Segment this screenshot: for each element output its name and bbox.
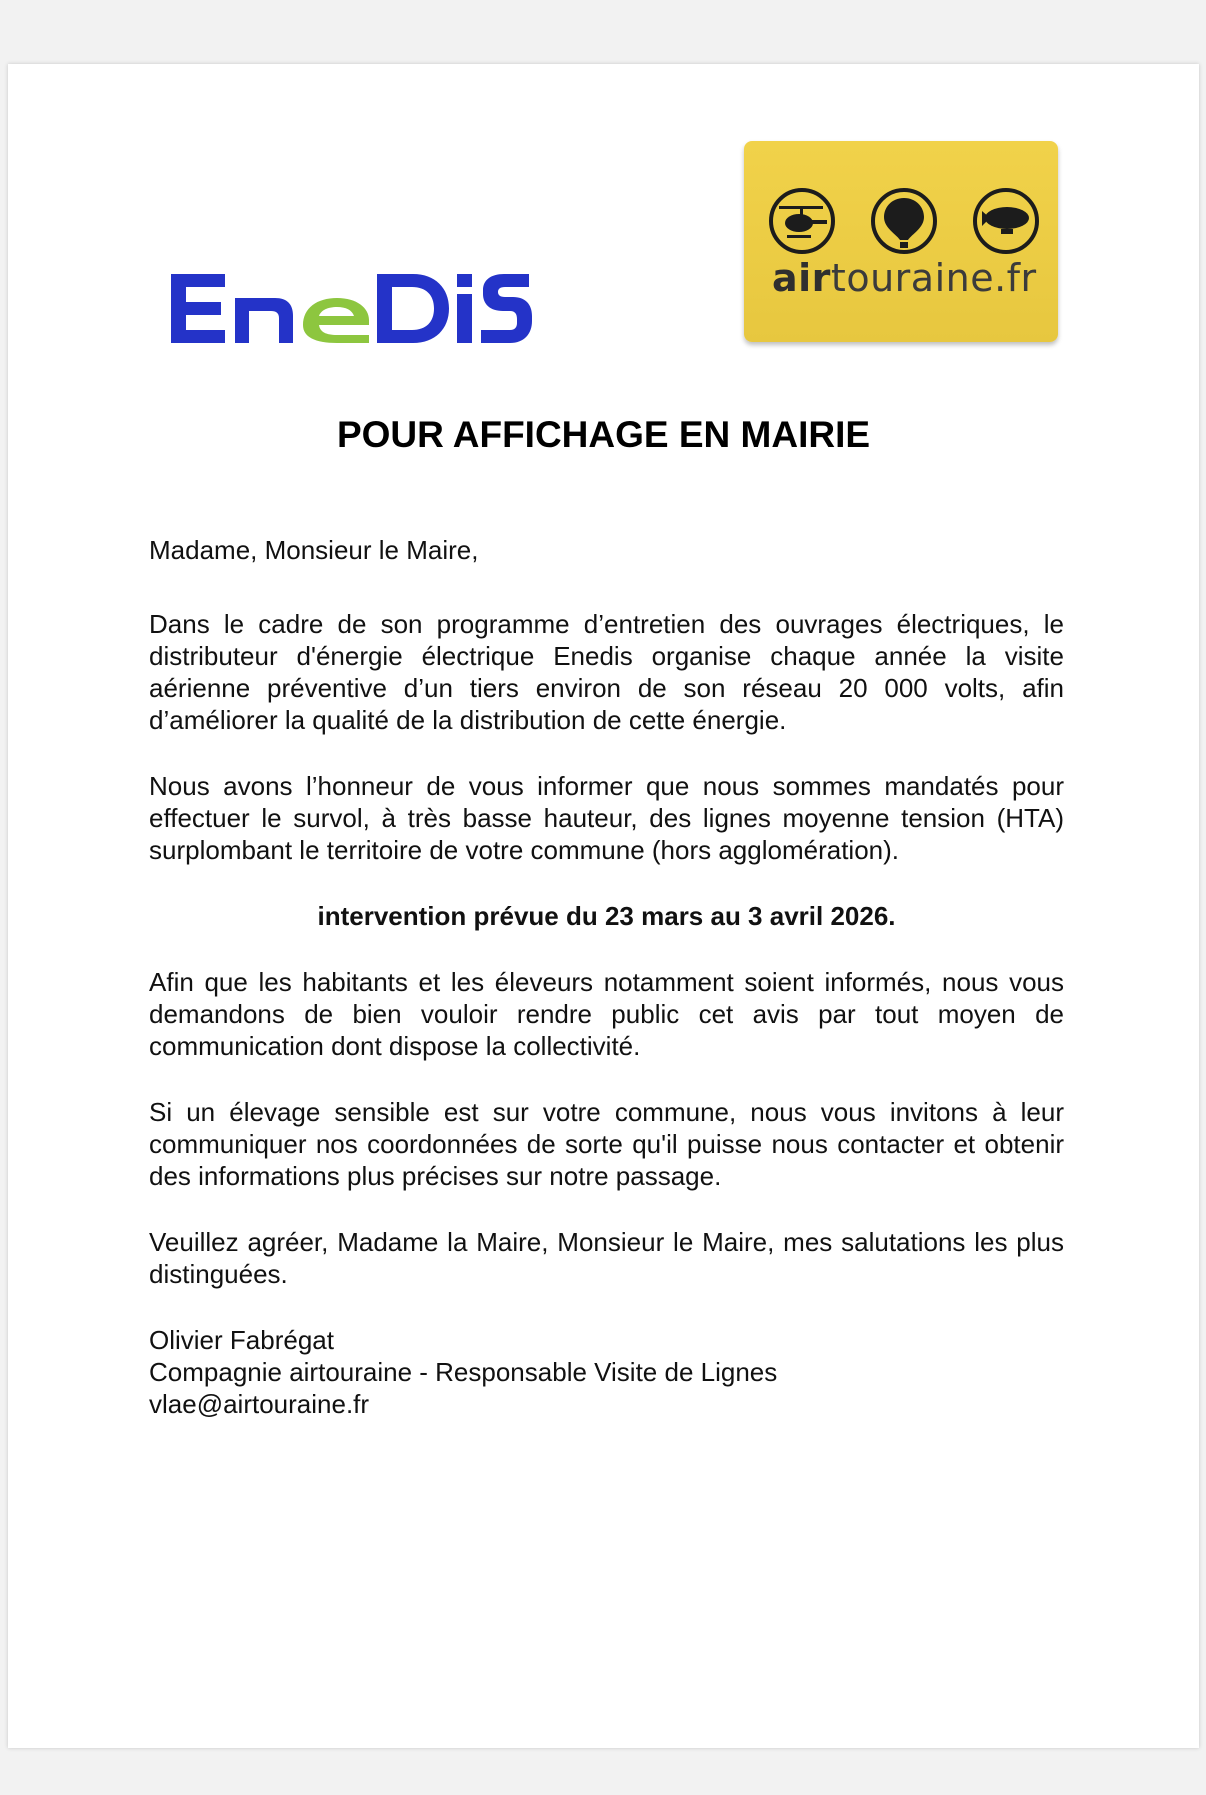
salutation: Madame, Monsieur le Maire, [149,535,479,565]
paragraph-mandate: Nous avons l’honneur de vous informer que nous sommes mandatés pour effectuer le survol, à très basse hauteur, des lignes moyenne tension (HTA) surplombant le territoire de votre commune (hors agglomération). [149,771,1064,865]
signature-email[interactable]: vlae@airtouraine.fr [149,1389,370,1419]
signature-name: Olivier Fabrégat [149,1325,334,1355]
letter-body [149,534,1064,1420]
intervention-dates: intervention prévue du 23 mars au 3 avril 2026. [317,901,896,931]
helicopter-icon [771,190,833,252]
balloon-icon [873,190,935,252]
paragraph-livestock: Si un élevage sensible est sur votre commune, nous vous invitons à leur communiquer nos coordonnées de sorte qu'il puisse nous contacter et obtenir des informations plus précises sur notre passage. [149,1097,1064,1191]
document-title: POUR AFFICHAGE EN MAIRIE [336,414,871,455]
signature-role: Compagnie airtouraine - Responsable Visite de Lignes [149,1357,778,1387]
closing-formula: Veuillez agréer, Madame la Maire, Monsieur le Maire, mes salutations les plus distinguées. [149,1227,1064,1289]
airship-icon [975,190,1037,252]
enedis-logo [163,264,533,354]
aircraft-icons [769,181,1039,261]
airtouraine-logo [744,141,1058,342]
airtouraine-wordmark: airtouraine.fr [772,256,1037,300]
paragraph-intro: Dans le cadre de son programme d’entretien des ouvrages électriques, le distributeur d'énergie électrique Enedis organise chaque année la visite aérienne préventive d’un tiers environ de son réseau 20 000 volts, afin d’améliorer la qualité de la distribution de cette énergie. [149,609,1064,735]
paragraph-publicity: Afin que les habitants et les éleveurs notamment soient informés, nous vous demandons de bien vouloir rendre public cet avis par tout moyen de communication dont dispose la collectivité. [149,967,1064,1061]
document-page [8,64,1199,1748]
